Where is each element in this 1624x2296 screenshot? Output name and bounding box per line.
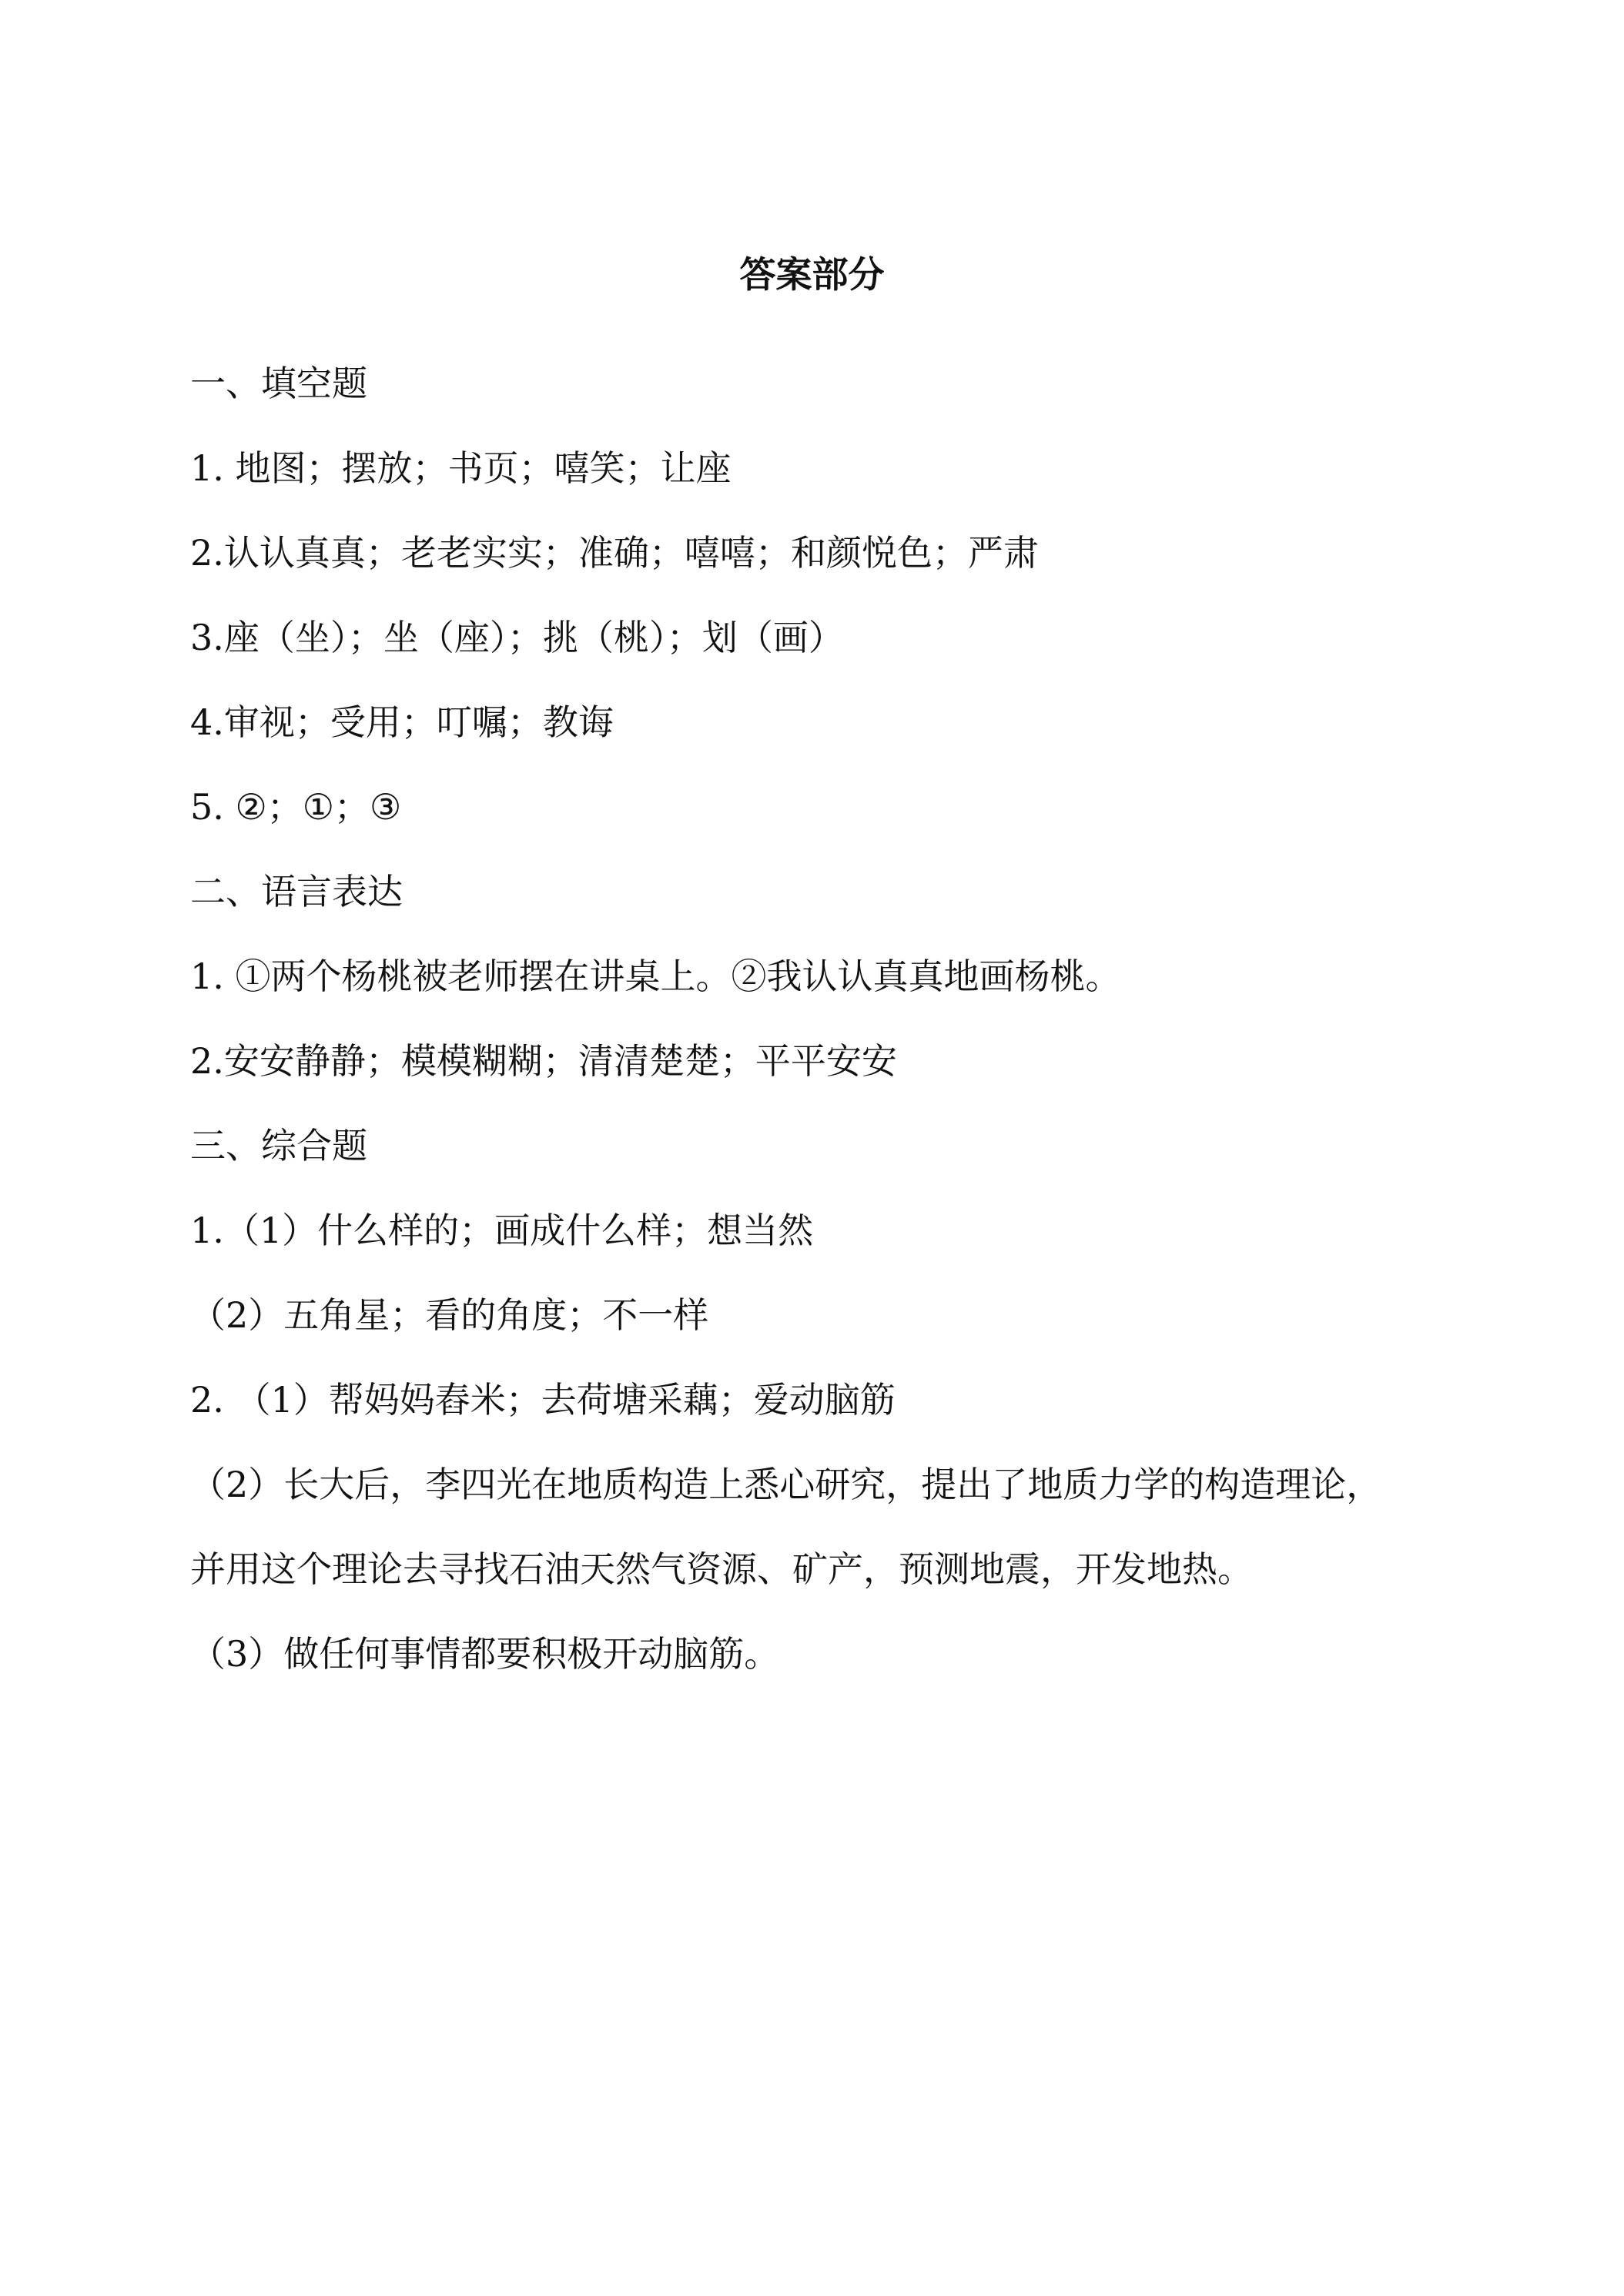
- answer-line: 2. （1）帮妈妈舂米；去荷塘采藕；爱动脑筋: [190, 1379, 896, 1421]
- answer-line: 2.认认真真；老老实实；准确；嘻嘻；和颜悦色；严肃: [190, 532, 1039, 574]
- answer-line: （3）做任何事情都要积极开动脑筋。: [190, 1633, 780, 1675]
- answer-line: 1.（1）什么样的；画成什么样；想当然: [190, 1210, 814, 1251]
- answer-line: 3.座（坐）；坐（座）；挑（桃）；划（画）: [190, 617, 844, 658]
- answer-line: （2）五角星；看的角度；不一样: [190, 1294, 709, 1336]
- answer-line: 5. ②；①；③: [190, 786, 402, 828]
- answer-line: （2）长大后，李四光在地质构造上悉心研究，提出了地质力学的构造理论，: [190, 1464, 1382, 1505]
- answer-line: 4.审视；受用；叮嘱；教诲: [190, 701, 614, 743]
- answer-line: 2.安安静静；模模糊糊；清清楚楚；平平安安: [190, 1040, 897, 1082]
- section-heading-fill-blank: 一、填空题: [190, 363, 367, 404]
- answer-content: [190, 341, 1499, 1696]
- section-heading-comprehensive: 三、综合题: [190, 1125, 367, 1166]
- section-heading-language-expression: 二、语言表达: [190, 871, 403, 912]
- answer-line: 1. ①两个杨桃被老师摆在讲桌上。②我认认真真地画杨桃。: [190, 956, 1121, 997]
- answer-line: 并用这个理论去寻找石油天然气资源、矿产，预测地震，开发地热。: [190, 1548, 1253, 1590]
- page-title: 答案部分: [739, 254, 885, 296]
- answer-line: 1. 地图；摆放；书页；嘻笑；让座: [190, 447, 732, 489]
